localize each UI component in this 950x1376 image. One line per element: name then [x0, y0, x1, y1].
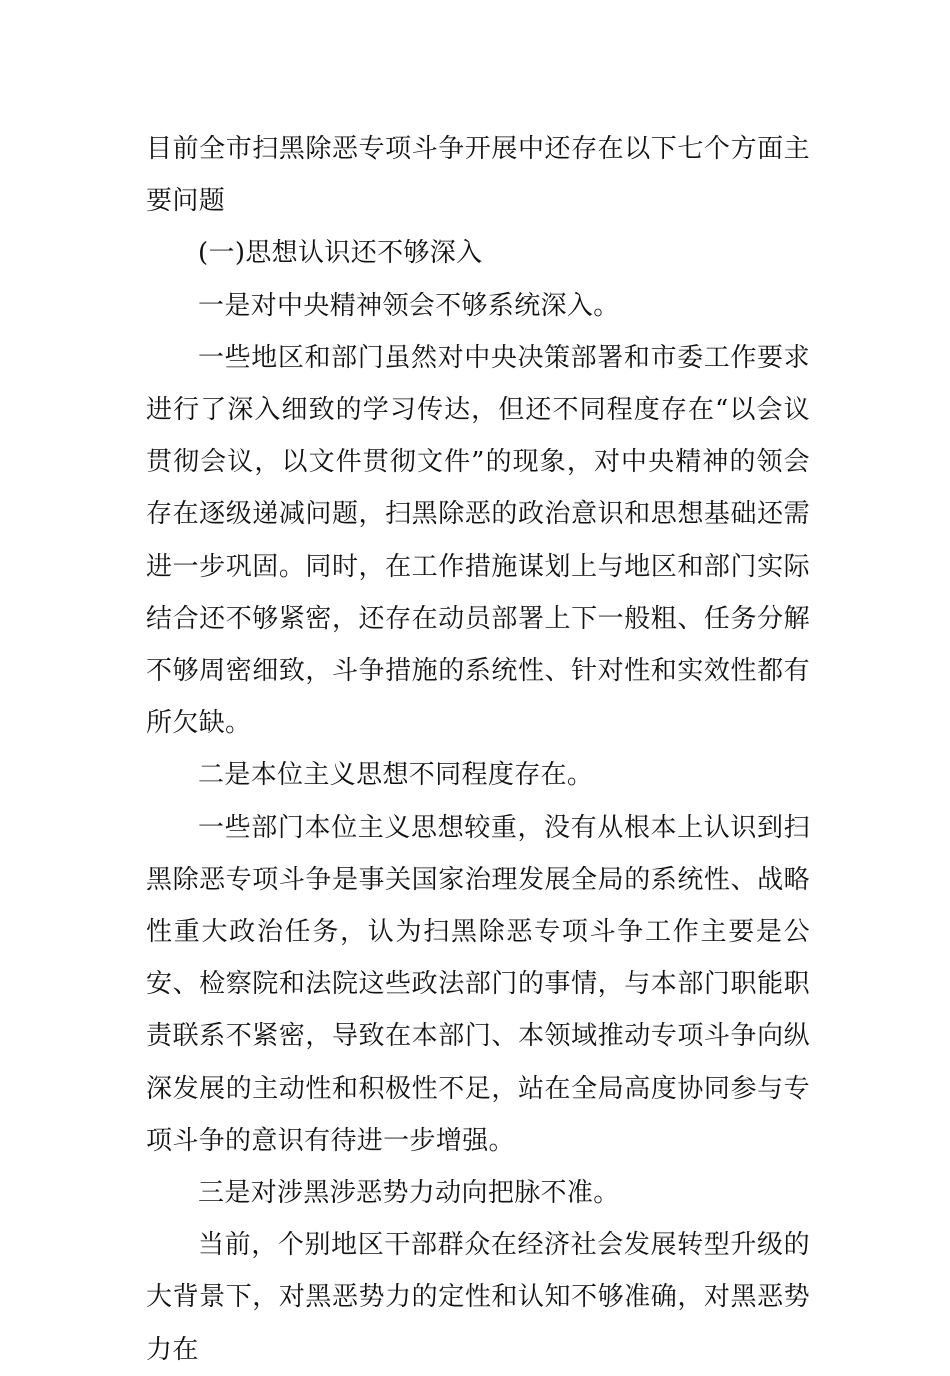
point-heading-2: 二是本位主义思想不同程度存在。 [198, 760, 594, 791]
document-body [146, 123, 810, 1376]
intro-paragraph: 目前全市扫黑除恶专项斗争开展中还存在以下七个方面主要问题 [146, 134, 810, 217]
point-heading-3: 三是对涉黑涉恶势力动向把脉不准。 [198, 1178, 620, 1209]
body-paragraph-3: 当前，个别地区干部群众在经济社会发展转型升级的大背景下，对黑恶势力的定性和认知不够准确，对黑恶势力在 [146, 1230, 810, 1365]
body-paragraph-2: 一些部门本位主义思想较重，没有从根本上认识到扫黑除恶专项斗争是事关国家治理发展全局的系统性、战略性重大政治任务，认为扫黑除恶专项斗争工作主要是公安、检察院和法院这些政法部门的事情，与本部门职能职责联系不紧密，导致在本部门、本领域推动专项斗争向纵深发展的主动性和积极性不足，站在全局高度协同参与专项斗争的意识有待进一步增强。 [146, 812, 810, 1156]
body-paragraph-1: 一些地区和部门虽然对中央决策部署和市委工作要求进行了深入细致的学习传达，但还不同程度存在“以会议贯彻会议，以文件贯彻文件”的现象，对中央精神的领会存在逐级递减问题，扫黑除恶的政治意识和思想基础还需进一步巩固。同时，在工作措施谋划上与地区和部门实际结合还不够紧密，还存在动员部署上下一般粗、任务分解不够周密细致，斗争措施的系统性、针对性和实效性都有所欠缺。 [146, 342, 810, 739]
point-heading-1: 一是对中央精神领会不够系统深入。 [198, 290, 620, 321]
section-heading: (一)思想认识还不够深入 [198, 238, 483, 269]
